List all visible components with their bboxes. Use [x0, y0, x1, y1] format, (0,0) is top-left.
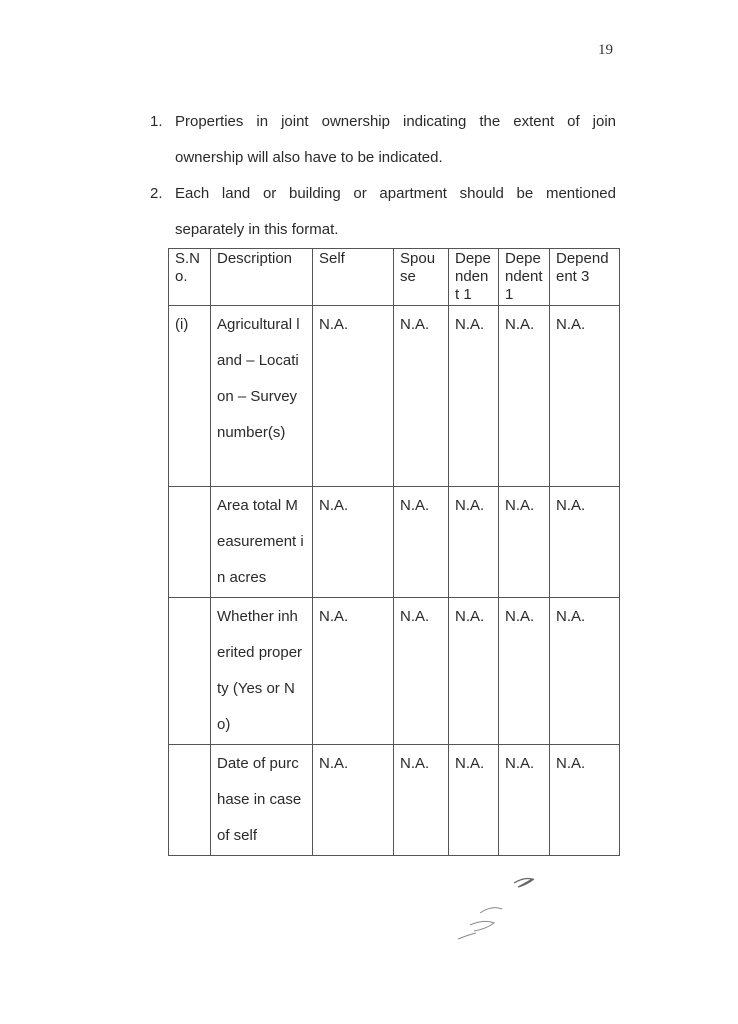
note-number: 2. [150, 185, 163, 202]
value-cell: N.A. [449, 487, 499, 598]
value-cell: N.A. [499, 306, 550, 487]
description-cell: Whether inherited property (Yes or No) [211, 598, 313, 745]
note-text: Properties in joint ownership indicating the extent of join ownership will also have to be indicated. [175, 113, 616, 166]
header-dependent-3: Dependent 3 [550, 249, 620, 306]
sno-cell [169, 487, 211, 598]
description-cell: Agricultural land – Location – Survey number(s) [211, 306, 313, 487]
header-spouse: Spouse [394, 249, 449, 306]
property-format-table [168, 248, 620, 856]
value-cell: N.A. [449, 306, 499, 487]
value-cell: N.A. [499, 598, 550, 745]
value-cell: N.A. [313, 487, 394, 598]
value-cell: N.A. [449, 598, 499, 745]
sno-cell [169, 745, 211, 856]
page-number: 19 [598, 42, 613, 58]
note-item [150, 104, 616, 176]
description-cell: Date of purchase in case of self [211, 745, 313, 856]
sno-cell [169, 598, 211, 745]
value-cell: N.A. [394, 487, 449, 598]
value-cell: N.A. [313, 745, 394, 856]
table-header-row [169, 249, 620, 306]
header-description: Description [211, 249, 313, 306]
value-cell: N.A. [313, 598, 394, 745]
description-cell: Area total Measurement in acres [211, 487, 313, 598]
table-row [169, 745, 620, 856]
note-number: 1. [150, 113, 163, 130]
header-dependent-1b: Dependent 1 [499, 249, 550, 306]
value-cell: N.A. [550, 745, 620, 856]
signature-mark [440, 865, 560, 955]
value-cell: N.A. [394, 745, 449, 856]
value-cell: N.A. [394, 306, 449, 487]
table-row [169, 598, 620, 745]
value-cell: N.A. [499, 487, 550, 598]
sno-cell: (i) [169, 306, 211, 487]
notes-list [150, 104, 616, 248]
table-row [169, 306, 620, 487]
value-cell: N.A. [394, 598, 449, 745]
table-row [169, 487, 620, 598]
header-dependent-1: Dependent 1 [449, 249, 499, 306]
header-self: Self [313, 249, 394, 306]
value-cell: N.A. [550, 487, 620, 598]
value-cell: N.A. [449, 745, 499, 856]
header-sno: S.No. [169, 249, 211, 306]
value-cell: N.A. [550, 306, 620, 487]
note-text: Each land or building or apartment should be mentioned separately in this format. [175, 185, 616, 238]
value-cell: N.A. [313, 306, 394, 487]
note-item [150, 176, 616, 248]
value-cell: N.A. [499, 745, 550, 856]
value-cell: N.A. [550, 598, 620, 745]
